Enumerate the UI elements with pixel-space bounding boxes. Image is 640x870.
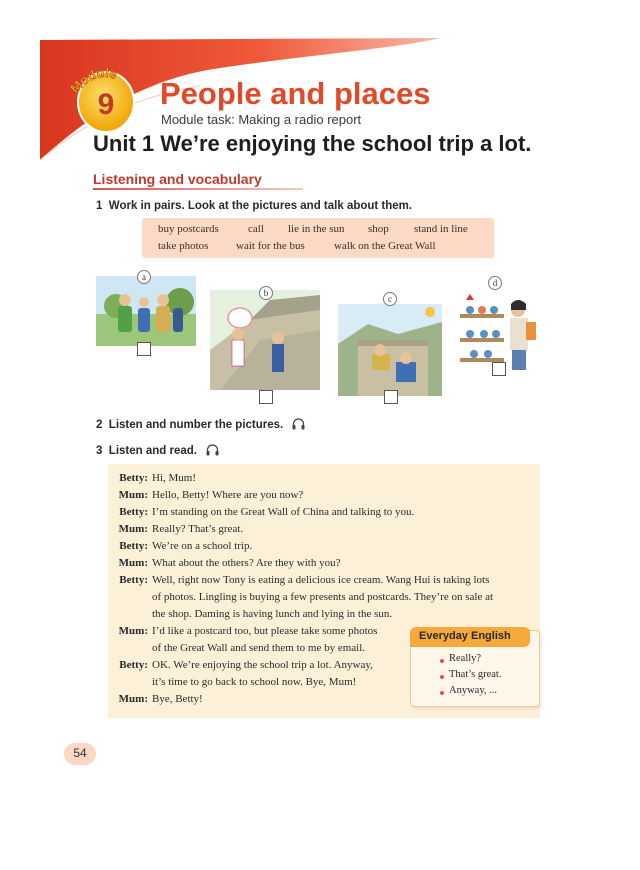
everyday-english-item: Anyway, ... [449,685,498,696]
word-item: wait for the bus [236,240,305,252]
picture-a-illustration [96,276,196,346]
unit-title: Unit 1 We’re enjoying the school trip a lot. [93,131,532,156]
word-box [142,218,494,258]
dialogue-text: Really? That’s great. [152,523,244,535]
answer-box-b[interactable] [259,390,273,404]
activity-number: 3 [96,445,103,457]
dialogue-text: Hi, Mum! [152,472,196,484]
word-item: stand in line [414,223,468,235]
everyday-english-item: That’s great. [449,669,502,680]
activity-2-instruction [96,418,305,431]
picture-d-illustration [456,292,540,372]
dialogue-speaker: Betty: [119,540,148,552]
picture-b [210,290,320,395]
picture-c-illustration [338,304,442,396]
dialogue-speaker: Mum: [118,557,148,569]
module-number: 9 [97,88,115,121]
everyday-english-item: Really? [449,653,482,664]
activity-text: Listen and read. [108,445,197,457]
dialogue-speaker: Betty: [119,506,148,518]
word-item: call [248,223,264,235]
picture-b-illustration [210,290,320,390]
dialogue-text: of the Great Wall and send them to me by email. [152,642,366,654]
dialogue-speaker: Mum: [118,489,148,501]
dialogue-text: the shop. Daming is having lunch and lying in the sun. [152,608,393,620]
word-item: buy postcards [158,223,219,235]
answer-box-c[interactable] [384,390,398,404]
activity-3-instruction [96,444,219,457]
picture-a [96,276,196,351]
word-item: shop [368,223,389,235]
section-heading: Listening and vocabulary [93,171,262,187]
dialogue-speaker: Betty: [119,472,148,484]
picture-c [338,304,442,401]
activity-text: Listen and number the pictures. [108,419,284,431]
picture-label-a: a [137,270,151,284]
dialogue-speaker: Betty: [119,574,148,586]
dialogue-text: What about the others? Are they with you? [152,557,341,569]
page-number: 54 [73,746,87,760]
headphones-icon[interactable] [206,444,219,456]
bullet-icon [440,691,444,695]
activity-number: 2 [96,419,103,431]
picture-label-d: d [488,276,502,290]
bullet-icon [440,675,444,679]
dialogue-text: it’s time to go back to school now. Bye, Mum! [152,676,357,688]
dialogue-text: of photos. Lingling is buying a few presents and postcards. They’re on sale at [152,591,494,603]
answer-box-d[interactable] [492,362,506,376]
module-word-text: Module [67,64,119,96]
dialogue-text: I’d like a postcard too, but please take some photos [152,625,378,637]
activity-number: 1 [96,200,103,212]
word-item: take photos [158,240,209,252]
everyday-english-title: Everyday English [419,630,511,642]
activity-1-instruction [96,200,412,212]
word-item: lie in the sun [288,223,345,235]
word-item: walk on the Great Wall [334,240,436,252]
module-title: People and places [160,76,431,111]
section-underline [93,188,303,190]
dialogue-text: We’re on a school trip. [152,540,253,552]
headphones-icon[interactable] [292,418,305,430]
answer-box-a[interactable] [137,342,151,356]
dialogue-text: Hello, Betty! Where are you now? [152,489,304,501]
activity-text: Work in pairs. Look at the pictures and talk about them. [108,200,413,212]
dialogue-text: Bye, Betty! [152,693,203,705]
dialogue-speaker: Mum: [118,693,148,705]
module-task: Module task: Making a radio report [161,112,362,127]
dialogue-speaker: Mum: [118,523,148,535]
dialogue-speaker: Betty: [119,659,148,671]
picture-label-c: c [383,292,397,306]
dialogue-text: Well, right now Tony is eating a delicious ice cream. Wang Hui is taking lots [152,574,490,586]
dialogue-text: I’m standing on the Great Wall of China and talking to you. [152,506,415,518]
dialogue-speaker: Mum: [118,625,148,637]
picture-label-b: b [259,286,273,300]
dialogue-text: OK. We’re enjoying the school trip a lot. Anyway, [152,659,373,671]
bullet-icon [440,659,444,663]
